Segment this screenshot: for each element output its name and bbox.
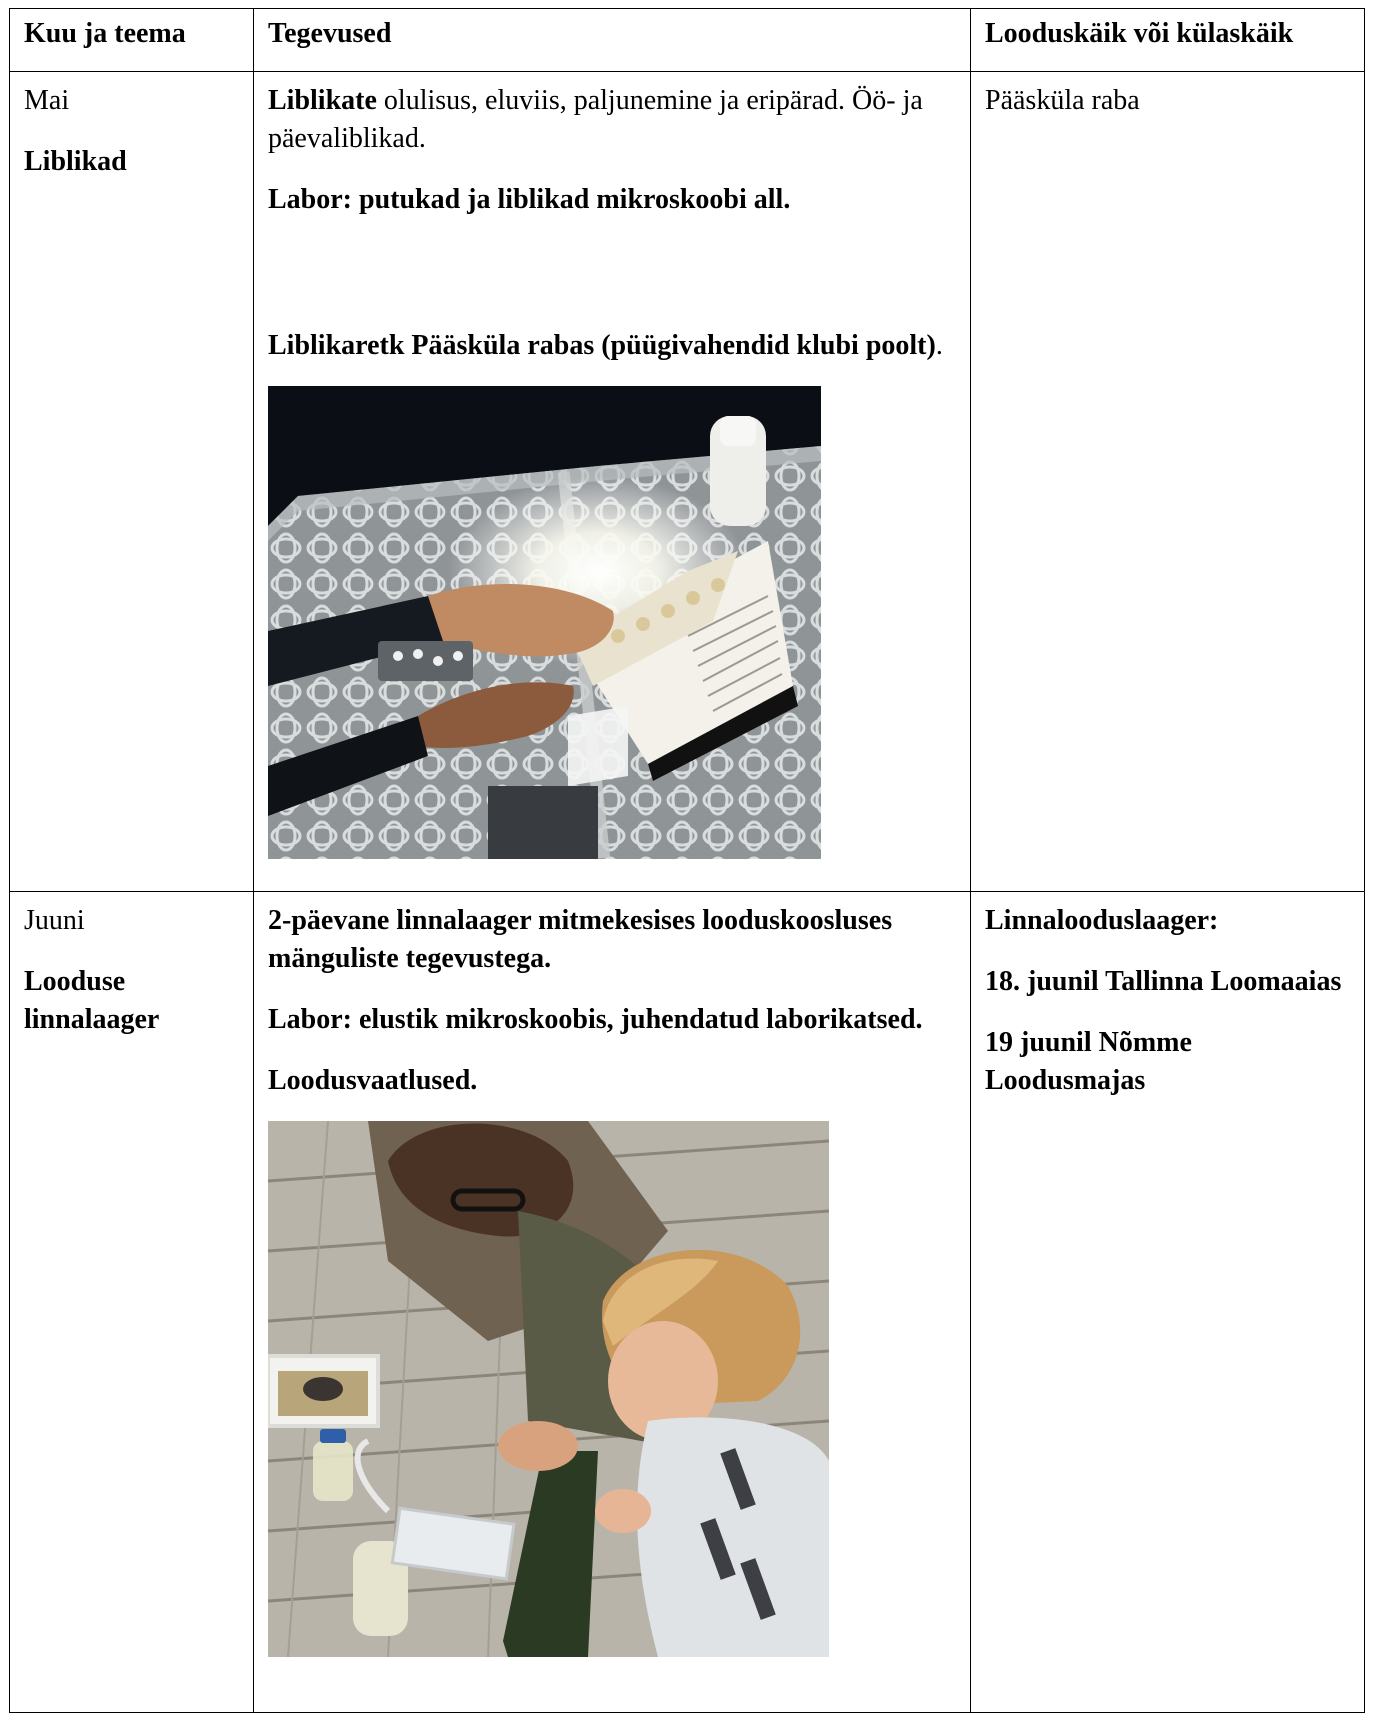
- activity-lab: Labor: putukad ja liblikad mikroskoobi all.: [268, 184, 791, 215]
- visit-item: 18. juunil Tallinna Loomaaias: [985, 966, 1342, 997]
- header-month-theme: Kuu ja teema: [24, 18, 186, 49]
- activity-lab: Labor: elustik mikroskoobis, juhendatud laborikatsed.: [268, 1004, 923, 1035]
- header-cell: [10, 9, 254, 72]
- month-label: Juuni: [24, 905, 85, 936]
- activity-excursion-bold: Liblikaretk Pääsküla rabas (püügivahendid klubi poolt): [268, 330, 936, 361]
- activity-intro-rest: olulisus, eluviis, paljunemine ja eripärad. Öö- ja päevaliblikad.: [268, 85, 923, 154]
- visits-cell: [971, 892, 1365, 1713]
- month-theme-cell: [10, 72, 254, 892]
- header-cell: [971, 9, 1365, 72]
- header-activities: Tegevused: [268, 18, 392, 49]
- table-header-row: [10, 9, 1365, 72]
- activity-intro-bold: Liblikate: [268, 85, 377, 116]
- activities-cell: [254, 72, 971, 892]
- activity-observations: Loodusvaatlused.: [268, 1065, 478, 1096]
- table-row: [10, 892, 1365, 1713]
- nature-camp-photo: [268, 1121, 829, 1657]
- activity-excursion: [268, 327, 958, 365]
- activity-intro: 2-päevane linnalaager mitmekesises looduskoosluses mänguliste tegevustega.: [268, 905, 893, 974]
- header-cell: [254, 9, 971, 72]
- visit-item: 19 juunil Nõmme Loodusmajas: [985, 1027, 1192, 1096]
- visits-cell: [971, 72, 1365, 892]
- header-visits: Looduskäik või külaskäik: [985, 18, 1294, 49]
- month-theme-cell: [10, 892, 254, 1713]
- activity-intro: [268, 82, 958, 158]
- activities-cell: [254, 892, 971, 1713]
- visit-item: Pääsküla raba: [985, 85, 1140, 116]
- visit-item: Linnalooduslaager:: [985, 905, 1219, 936]
- theme-label: Liblikad: [24, 146, 127, 177]
- table-row: [10, 72, 1365, 892]
- activity-excursion-end: .: [935, 330, 943, 361]
- activity-plan-table: [9, 8, 1365, 1713]
- month-label: Mai: [24, 85, 70, 116]
- butterfly-lab-photo: [268, 386, 821, 859]
- theme-label: Looduse linnalaager: [24, 966, 160, 1035]
